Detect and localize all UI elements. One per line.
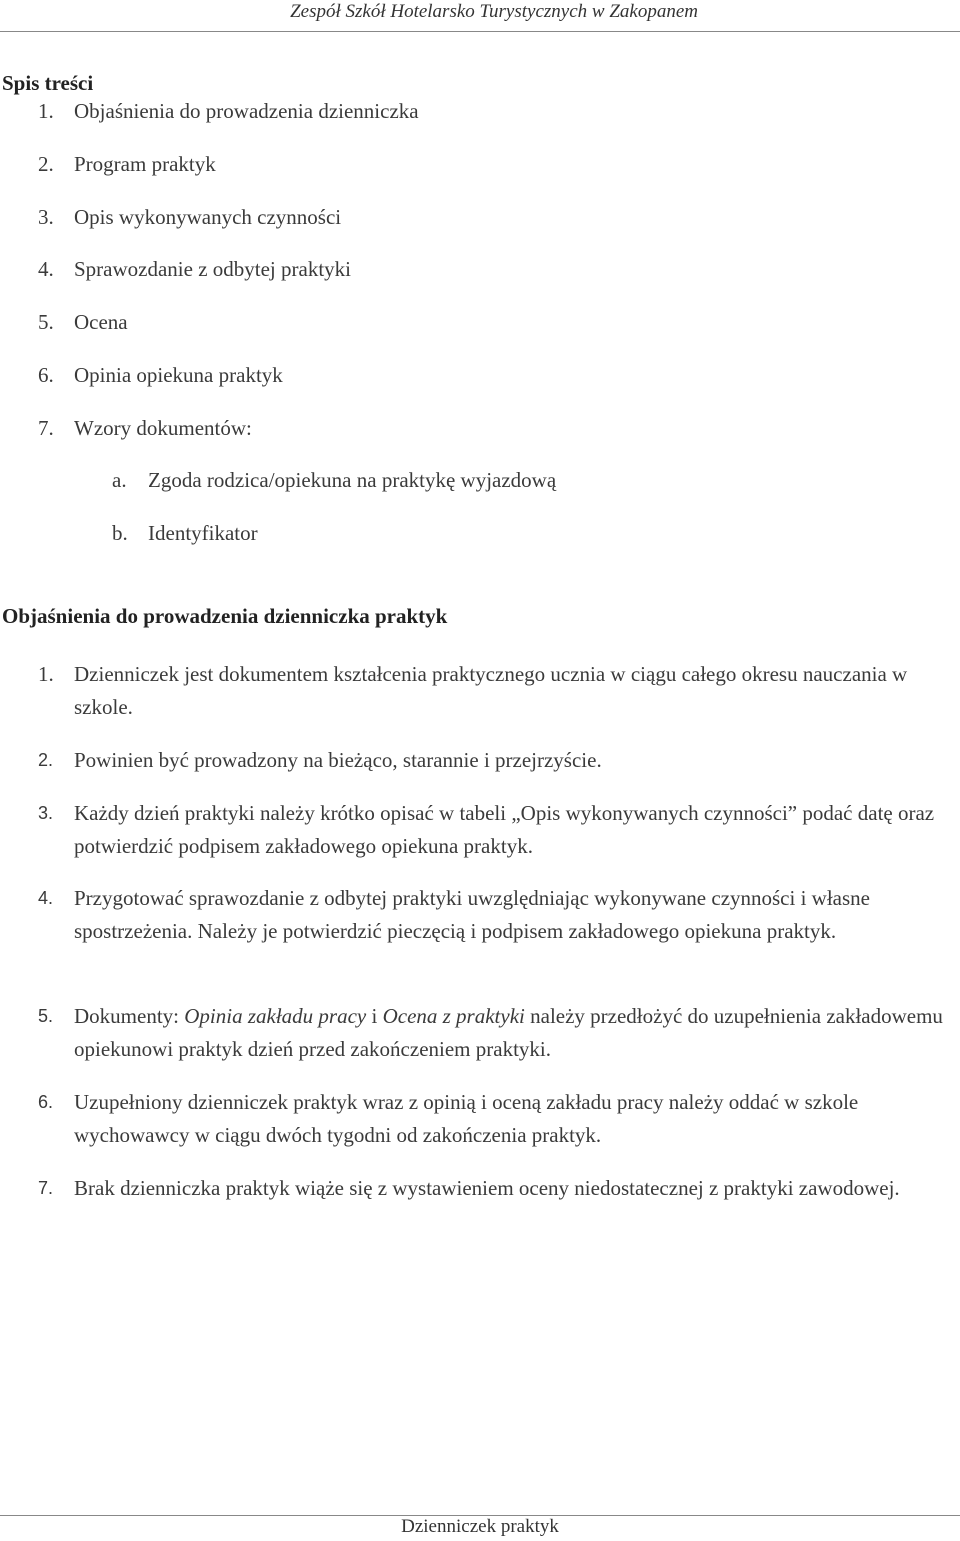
toc-subitem-letter: a. [112, 468, 127, 492]
rule-text: Powinien być prowadzony na bieżąco, starannie i przejrzyście. [74, 748, 602, 772]
rule-text: Każdy dzień praktyki należy krótko opisać w tabeli „Opis wykonywanych czynności” podać datę oraz potwierdzić podpisem zakładowego opiekuna praktyk. [74, 801, 935, 858]
rule-number: 7. [38, 1178, 54, 1198]
toc-subitem [112, 468, 556, 493]
section-title: Objaśnienia do prowadzenia dzienniczka praktyk [2, 604, 448, 628]
rule-text-part: i [366, 1004, 383, 1028]
rule-text-part: Dokumenty: [74, 1004, 185, 1028]
toc-item [38, 152, 216, 177]
rule-emphasis: Opinia zakładu pracy [184, 1004, 367, 1028]
rule-text-part: należy przedłożyć do uzupełnienia zakładowemu opiekunowi praktyk dzień przed zakończeniem praktyki. [74, 1004, 943, 1061]
rule-number: 5. [38, 1006, 54, 1026]
toc-item-number: 2. [38, 152, 54, 176]
toc-item-number: 7. [38, 416, 54, 440]
toc-item-label: Objaśnienia do prowadzenia dzienniczka [74, 99, 419, 123]
toc-item [38, 363, 283, 388]
rule-item [38, 1172, 958, 1205]
toc-item-label: Opinia opiekuna praktyk [74, 363, 283, 387]
toc-item-label: Program praktyk [74, 152, 216, 176]
school-name: Zespół Szkół Hotelarsko Turystycznych w Zakopanem [290, 1, 698, 22]
rule-text [74, 1000, 958, 1066]
rule-item [38, 1000, 958, 1066]
toc-item [38, 205, 341, 230]
rule-text: Brak dzienniczka praktyk wiąże się z wystawieniem oceny niedostatecznej z praktyki zawodowej. [74, 1176, 900, 1200]
footer-title: Dzienniczek praktyk [401, 1516, 559, 1537]
toc-subitem-letter: b. [112, 521, 128, 545]
rule-item [38, 797, 958, 863]
rule-number: 3. [38, 803, 54, 823]
toc-subitem-label: Zgoda rodzica/opiekuna na praktykę wyjazdową [148, 468, 557, 492]
toc-item-number: 6. [38, 363, 54, 387]
toc-item [38, 310, 128, 335]
rule-emphasis: Ocena z praktyki [382, 1004, 525, 1028]
toc-item [38, 257, 351, 282]
rule-number: 6. [38, 1092, 54, 1112]
rule-item [38, 882, 958, 948]
toc-item-number: 3. [38, 205, 54, 229]
rule-item [38, 744, 958, 777]
toc-item-number: 5. [38, 310, 54, 334]
rule-number: 4. [38, 888, 54, 908]
rule-text: Przygotować sprawozdanie z odbytej praktyki uwzględniając wykonywane czynności i własne spostrzeżenia. Należy je potwierdzić pieczęcią i podpisem zakładowego opiekuna praktyk. [74, 886, 870, 943]
toc-item-label: Wzory dokumentów: [74, 416, 252, 440]
rule-text: Uzupełniony dzienniczek praktyk wraz z opinią i oceną zakładu pracy należy oddać w szkole wychowawcy w ciągu dwóch tygodni od zakończenia praktyk. [74, 1090, 859, 1147]
rule-item [38, 658, 958, 724]
toc-item-label: Opis wykonywanych czynności [74, 205, 342, 229]
rule-number: 1. [38, 662, 54, 686]
toc-item [38, 416, 252, 441]
toc-item [38, 99, 419, 124]
toc-subitem-label: Identyfikator [148, 521, 258, 545]
toc-item-label: Sprawozdanie z odbytej praktyki [74, 257, 351, 281]
toc-item-label: Ocena [74, 310, 128, 334]
toc-item-number: 4. [38, 257, 54, 281]
toc-subitem [112, 521, 258, 546]
rule-item [38, 1086, 958, 1152]
toc-title: Spis treści [2, 71, 94, 95]
rule-number: 2. [38, 750, 54, 770]
header-divider [0, 31, 960, 32]
rule-text: Dzienniczek jest dokumentem kształcenia praktycznego ucznia w ciągu całego okresu nauczania w szkole. [74, 662, 908, 719]
toc-item-number: 1. [38, 99, 54, 123]
